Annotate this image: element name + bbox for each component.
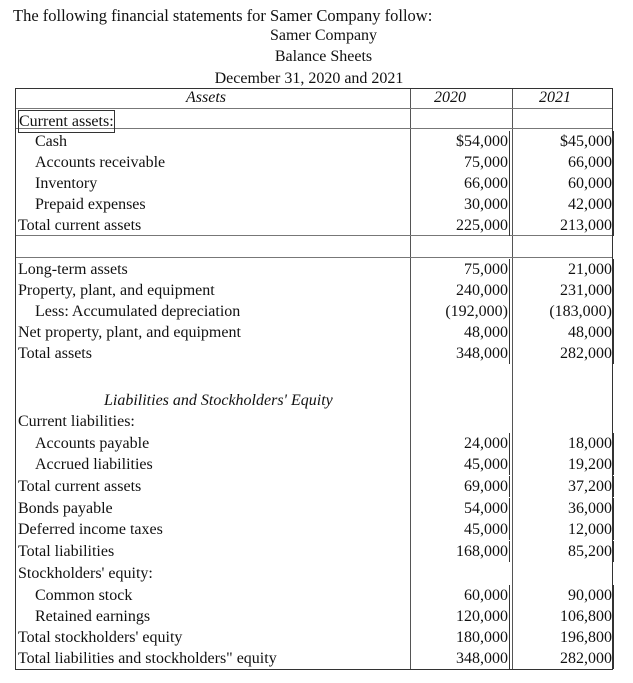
- table-row: [16, 498, 612, 519]
- value-2020: 60,000: [426, 585, 510, 606]
- value-2020: 180,000: [426, 627, 510, 648]
- row-label: Prepaid expenses: [35, 196, 146, 213]
- value-2021: 213,000: [526, 215, 614, 236]
- value-2021: 106,800: [526, 606, 614, 627]
- table-row: [16, 390, 612, 411]
- value-2020: 240,000: [426, 280, 510, 301]
- row-label: Deferred income taxes: [18, 521, 163, 538]
- row-label: Common stock: [35, 587, 133, 604]
- value-2021: 85,200: [526, 541, 614, 562]
- row-label: Less: Accumulated depreciation: [35, 303, 241, 320]
- table-row: [16, 131, 612, 152]
- value-2021: 282,000: [526, 648, 614, 669]
- row-label: Total assets: [18, 345, 92, 362]
- row-label: Accrued liabilities: [35, 456, 153, 473]
- value-2020: (192,000): [426, 301, 510, 322]
- value-2021: 196,800: [526, 627, 614, 648]
- value-2020: 54,000: [426, 498, 510, 519]
- value-2021: (183,000): [526, 301, 614, 322]
- value-2021: 231,000: [526, 280, 614, 301]
- table-row: [16, 648, 612, 669]
- row-label: Net property, plant, and equipment: [18, 324, 241, 341]
- table-row: [16, 627, 612, 648]
- row-label: Total current assets: [18, 478, 142, 495]
- table-row: [16, 215, 612, 236]
- row-label: Accounts payable: [35, 435, 150, 452]
- value-2021: 66,000: [526, 152, 614, 173]
- table-row: [16, 541, 612, 562]
- balance-sheet-table: [15, 88, 613, 670]
- table-row: [16, 194, 612, 215]
- row-label: Inventory: [35, 175, 98, 192]
- row-label: Cash: [35, 133, 67, 150]
- value-2021: 90,000: [526, 585, 614, 606]
- table-row: [16, 433, 612, 454]
- row-label: Long-term assets: [18, 261, 128, 278]
- table-row: [16, 476, 612, 497]
- value-2020: 66,000: [426, 173, 510, 194]
- table-row: [16, 301, 612, 322]
- value-2021: 19,200: [526, 454, 614, 475]
- row-label: Property, plant, and equipment: [18, 282, 215, 299]
- row-label: Accounts receivable: [35, 154, 166, 171]
- row-label: Total stockholders' equity: [18, 629, 183, 646]
- table-row: [16, 343, 612, 364]
- value-2021: 36,000: [526, 498, 614, 519]
- value-2021: 60,000: [526, 173, 614, 194]
- table-row: [16, 322, 612, 343]
- table-row: [16, 411, 612, 432]
- table-row: [16, 152, 612, 173]
- row-label: Total liabilities: [18, 543, 115, 560]
- table-row: [16, 454, 612, 475]
- value-2021: 42,000: [526, 194, 614, 215]
- value-2020: 348,000: [426, 343, 510, 364]
- table-row: [16, 110, 612, 131]
- row-label: Retained earnings: [35, 608, 151, 625]
- value-2021: 282,000: [526, 343, 614, 364]
- value-2020: 168,000: [426, 541, 510, 562]
- value-2020: 120,000: [426, 606, 510, 627]
- table-row: [16, 519, 612, 540]
- value-2020: 75,000: [426, 259, 510, 280]
- row-label: Current assets:: [18, 110, 115, 133]
- row-label: Stockholders' equity:: [18, 565, 153, 582]
- value-2021: 18,000: [526, 433, 614, 454]
- value-2020: 348,000: [426, 648, 510, 669]
- year-2021-header: 2021: [539, 89, 571, 106]
- section-heading: Liabilities and Stockholders' Equity: [104, 392, 333, 409]
- row-label: Bonds payable: [18, 500, 113, 517]
- value-2020: 75,000: [426, 152, 510, 173]
- intro-text: The following financial statements for Samer Company follow:: [13, 6, 433, 25]
- statement-period: December 31, 2020 and 2021: [214, 70, 404, 87]
- table-row: [16, 585, 612, 606]
- table-row: [16, 280, 612, 301]
- value-2021: 48,000: [526, 322, 614, 343]
- year-2020-header: 2020: [434, 89, 466, 106]
- value-2020: 24,000: [426, 433, 510, 454]
- value-2020: 48,000: [426, 322, 510, 343]
- value-2020: 225,000: [426, 215, 510, 236]
- value-2021: 12,000: [526, 519, 614, 540]
- value-2020: 69,000: [426, 476, 510, 497]
- value-2020: 45,000: [426, 454, 510, 475]
- table-row: [16, 259, 612, 280]
- value-2020: 30,000: [426, 194, 510, 215]
- table-row: [16, 173, 612, 194]
- row-rule: [16, 257, 612, 258]
- value-2020: $54,000: [426, 131, 510, 152]
- value-2021: 21,000: [526, 259, 614, 280]
- value-2021: 37,200: [526, 476, 614, 497]
- value-2020: 45,000: [426, 519, 510, 540]
- row-label: Current liabilities:: [18, 413, 135, 430]
- value-2021: $45,000: [526, 131, 614, 152]
- statement-title: Balance Sheets: [274, 48, 373, 65]
- assets-header: Assets: [186, 89, 226, 106]
- row-label: Total current assets: [18, 217, 142, 234]
- header-rule: [16, 108, 612, 109]
- company-name: Samer Company: [269, 27, 378, 44]
- table-row: [16, 563, 612, 584]
- row-label: Total liabilities and stockholders" equity: [18, 650, 277, 667]
- table-row: [16, 606, 612, 627]
